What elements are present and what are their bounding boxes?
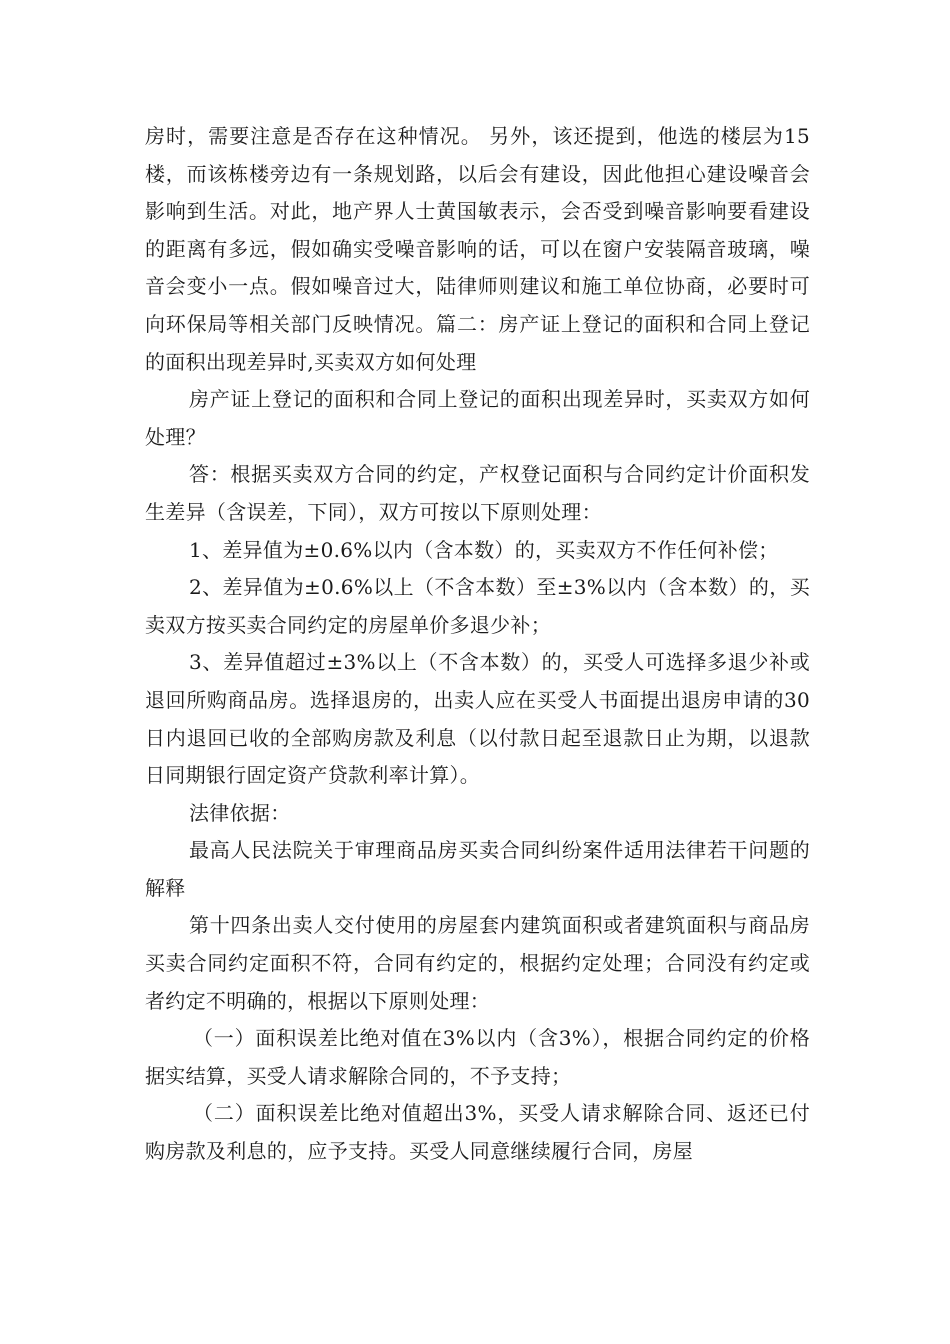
paragraph-4: 1、差异值为±0.6%以内（含本数）的，买卖双方不作任何补偿； — [189, 537, 779, 562]
paragraph-3: 答：根据买卖双方合同的约定，产权登记面积与合同约定计价面积发生差异（含误差，下同），双方可按以下原则处理： — [145, 462, 810, 524]
paragraph-9: 第十四条出卖人交付使用的房屋套内建筑面积或者建筑面积与商品房买卖合同约定面积不符，合同有约定的，根据约定处理；合同没有约定或者约定不明确的，根据以下原则处理： — [145, 913, 810, 1013]
paragraph-11: （二）面积误差比绝对值超出3%，买受人请求解除合同、返还已付购房款及利息的，应予支持。买受人同意继续履行合同，房屋 — [145, 1101, 810, 1164]
paragraph-8: 最高人民法院关于审理商品房买卖合同纠纷案件适用法律若干问题的解释 — [145, 838, 810, 900]
paragraph-1: 房时，需要注意是否存在这种情况。 另外，该还提到，他选的楼层为15楼，而该栋楼旁边有一条规划路，以后会有建设，因此他担心建设噪音会影响到生活。对此，地产界人士黄国敏表示，会否受到噪音影响要看建设的距离有多远，假如确实受噪音影响的话，可以在窗户安装隔音玻璃，噪音会变小一点。假如噪音过大，陆律师则建议和施工单位协商，必要时可向环保局等相关部门反映情况。篇二：房产证上登记的面积和合同上登记的面积出现差异时,买卖双方如何处理 — [145, 124, 810, 374]
paragraph-2: 房产证上登记的面积和合同上登记的面积出现差异时，买卖双方如何处理？ — [145, 387, 810, 449]
document-body — [145, 118, 810, 1171]
paragraph-7: 法律依据： — [189, 800, 291, 825]
paragraph-6: 3、差异值超过±3%以上（不含本数）的，买受人可选择多退少补或退回所购商品房。选择退房的，出卖人应在买受人书面提出退房申请的30日内退回已收的全部购房款及利息（以付款日起至退款日止为期，以退款日同期银行固定资产贷款利率计算）。 — [145, 650, 810, 788]
paragraph-5: 2、差异值为±0.6%以上（不含本数）至±3%以内（含本数）的，买卖双方按买卖合同约定的房屋单价多退少补； — [145, 575, 810, 637]
paragraph-10: （一）面积误差比绝对值在3%以内（含3%），根据合同约定的价格据实结算，买受人请求解除合同的，不予支持； — [145, 1026, 810, 1088]
